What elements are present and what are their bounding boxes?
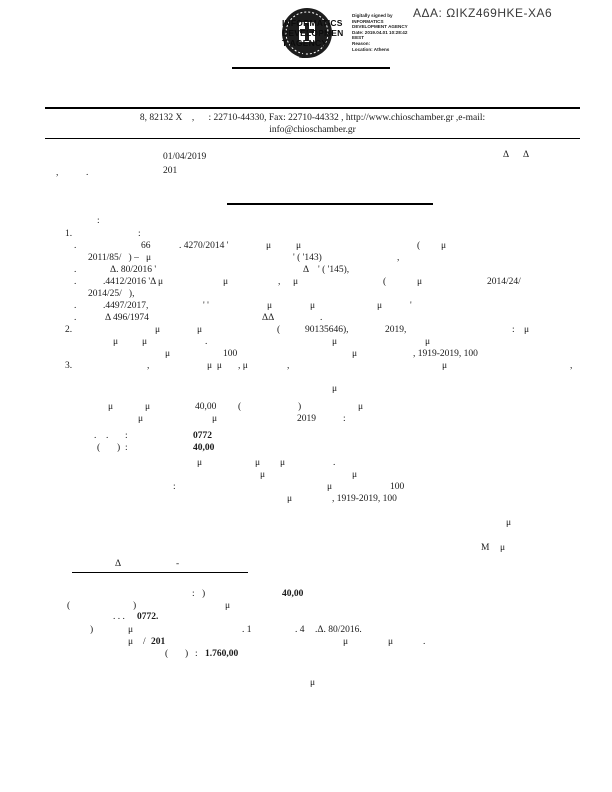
text-fragment: μ	[310, 301, 316, 311]
text-fragment: ,	[570, 361, 573, 371]
text-fragment: 2014/25/ ),	[88, 289, 135, 299]
text-fragment: .	[74, 313, 77, 323]
text-fragment: 40,00	[282, 589, 304, 599]
text-fragment: )	[117, 443, 121, 453]
text-fragment: ' '	[203, 301, 209, 311]
text-fragment: .	[94, 431, 97, 441]
text-fragment: (	[277, 325, 281, 335]
text-fragment: 40,00	[193, 443, 215, 453]
text-fragment: . 1	[242, 625, 252, 635]
text-fragment: μ	[425, 337, 431, 347]
text-fragment: , μ	[238, 361, 248, 371]
text-fragment: 100	[223, 349, 238, 359]
text-fragment: μ	[310, 678, 316, 688]
text-fragment: :	[192, 589, 195, 599]
text-fragment: .	[333, 458, 336, 468]
text-fragment: ,	[287, 361, 290, 371]
text-fragment: 1.760,00	[205, 649, 239, 659]
text-fragment: Δ	[523, 150, 530, 160]
sig-line: DEVELOPMENT AGENCY	[352, 24, 408, 30]
text-fragment: μ	[417, 277, 423, 287]
text-fragment: )	[202, 589, 206, 599]
text-fragment: ,	[147, 361, 150, 371]
text-fragment: :	[125, 443, 128, 453]
text-fragment: .	[423, 637, 426, 647]
text-fragment: 2.	[65, 325, 73, 335]
text-fragment: .	[320, 313, 323, 323]
text-fragment: :	[343, 414, 346, 424]
text-fragment: (	[67, 601, 71, 611]
text-fragment: .	[205, 337, 208, 347]
ada-code: ΑΔΑ: ΩΙΚΖ469ΗΚΕ-ΧΑ6	[413, 6, 553, 20]
text-fragment: .	[74, 301, 77, 311]
title-underline	[227, 203, 433, 205]
text-fragment: . 4	[295, 625, 305, 635]
text-fragment: :	[173, 482, 176, 492]
text-fragment: μ	[128, 625, 134, 635]
text-fragment: ,	[397, 253, 400, 263]
informatics-agency-overlay	[282, 18, 352, 48]
text-fragment: μ	[332, 337, 338, 347]
text-fragment: μ	[108, 402, 114, 412]
text-fragment: , 1919-2019, 100	[332, 494, 397, 504]
text-fragment: μ	[524, 325, 530, 335]
sig-line: Digitally signed by	[352, 13, 393, 18]
seal-delta-mark: Δ	[299, 49, 307, 61]
text-fragment: μ	[332, 384, 338, 394]
text-fragment: ' ( '145),	[318, 265, 350, 275]
section-underline	[72, 572, 248, 573]
text-fragment: ΔΔ	[262, 313, 275, 323]
text-fragment: Μ	[481, 543, 490, 553]
text-fragment: .4412/2016 'Δ μ	[103, 277, 164, 287]
text-fragment: 66	[141, 241, 151, 251]
contact-line1: 8, 82132 Χ , : 22710-44330, Fax: 22710-44332 , http://www.chioschamber.gr ,e-mail:	[139, 113, 486, 123]
text-fragment: .	[106, 431, 109, 441]
text-fragment: 1.	[65, 229, 73, 239]
text-fragment: 2011/85/ ) – μ	[88, 253, 152, 263]
text-fragment: μ	[225, 601, 231, 611]
text-fragment: ,	[56, 168, 59, 178]
text-fragment: μ	[506, 518, 512, 528]
text-fragment: μ	[267, 301, 273, 311]
sig-line: Date: 2019.04.01 10:28:42	[352, 29, 408, 35]
text-fragment: μ	[165, 349, 171, 359]
text-fragment: μ	[255, 458, 261, 468]
text-fragment: -	[176, 559, 180, 569]
text-fragment: μ	[358, 402, 364, 412]
text-fragment: :	[138, 229, 141, 239]
text-fragment: /	[143, 637, 146, 647]
text-fragment: Δ	[115, 559, 122, 569]
text-fragment: μ	[142, 337, 148, 347]
header-rule-bottom	[45, 138, 580, 139]
text-fragment: 2019,	[385, 325, 407, 335]
text-fragment: 100	[390, 482, 405, 492]
text-fragment: μ	[197, 458, 203, 468]
text-fragment: .	[86, 168, 89, 178]
overlay-line: T AGENCY	[282, 38, 328, 48]
text-fragment: (	[97, 443, 101, 453]
text-fragment: Δ. 80/2016 '	[110, 265, 157, 275]
text-fragment: μ	[296, 241, 302, 251]
text-fragment: :	[512, 325, 515, 335]
text-fragment: .	[74, 277, 77, 287]
text-fragment: μ	[442, 361, 448, 371]
text-fragment: 201	[151, 637, 166, 647]
text-fragment: μ	[113, 337, 119, 347]
text-fragment: 2014/24/	[487, 277, 521, 287]
text-fragment: (	[417, 241, 421, 251]
text-fragment: . 4270/2014 '	[179, 241, 229, 251]
text-fragment: .Δ. 80/2016.	[315, 625, 362, 635]
text-fragment: 201	[163, 166, 178, 176]
text-fragment: Δ 496/1974	[105, 313, 149, 323]
text-fragment: μ	[500, 543, 506, 553]
sig-line: INFORMATICS	[352, 18, 384, 24]
text-fragment: (	[238, 402, 242, 412]
text-fragment: 0772	[193, 431, 212, 441]
seal-underline	[232, 67, 390, 69]
text-fragment: )	[90, 625, 94, 635]
sig-line: Reason:	[352, 40, 371, 46]
text-fragment: :	[195, 649, 198, 659]
text-fragment: μ	[343, 637, 349, 647]
text-fragment: μ	[197, 325, 203, 335]
text-fragment: .4497/2017,	[103, 301, 149, 311]
text-fragment: μ	[280, 458, 286, 468]
header-rule-top	[45, 107, 580, 109]
contact-email: info@chioschamber.gr	[269, 125, 356, 135]
text-fragment: 01/04/2019	[163, 152, 207, 162]
text-fragment: μ	[260, 470, 266, 480]
text-fragment: .	[74, 265, 77, 275]
text-fragment: μ	[287, 494, 293, 504]
text-fragment: μ	[223, 277, 229, 287]
text-fragment: Δ	[303, 265, 310, 275]
text-fragment: 0772.	[137, 612, 159, 622]
text-fragment: :	[97, 216, 100, 226]
text-fragment: '	[410, 301, 412, 311]
text-fragment: μ	[352, 349, 358, 359]
overlay-line: DEVELOPMEN	[282, 28, 344, 38]
text-fragment: μ	[293, 277, 299, 287]
text-fragment: 3.	[65, 361, 73, 371]
text-fragment: )	[133, 601, 137, 611]
text-fragment: 2019	[297, 414, 316, 424]
text-fragment: μ	[352, 470, 358, 480]
text-fragment: 90135646),	[305, 325, 349, 335]
sig-line: EEST	[352, 35, 364, 41]
text-fragment: μ	[128, 637, 134, 647]
text-fragment: μ	[155, 325, 161, 335]
text-fragment: :	[125, 431, 128, 441]
text-fragment: . . .	[113, 612, 125, 622]
text-fragment: )	[185, 649, 189, 659]
text-fragment: Δ	[503, 150, 510, 160]
text-fragment: ,	[278, 277, 281, 287]
text-fragment: μ	[138, 414, 144, 424]
text-fragment: )	[298, 402, 302, 412]
text-fragment: μ	[145, 402, 151, 412]
text-fragment: μ	[266, 241, 272, 251]
text-fragment: μ	[377, 301, 383, 311]
text-fragment: , 1919-2019, 100	[413, 349, 478, 359]
text-fragment: (	[383, 277, 387, 287]
text-fragment: ' ( '143)	[293, 253, 322, 263]
text-fragment: 40,00	[195, 402, 217, 412]
text-fragment: (	[165, 649, 169, 659]
text-fragment: μ μ	[207, 361, 222, 371]
text-fragment: μ	[212, 414, 218, 424]
text-fragment: μ	[327, 482, 333, 492]
overlay-line: INFORMATICS	[282, 18, 343, 28]
letterhead-contact	[45, 112, 580, 136]
text-fragment: μ	[388, 637, 394, 647]
text-fragment: .	[74, 241, 77, 251]
sig-line: Location: Athens	[352, 46, 390, 52]
text-fragment: μ	[441, 241, 447, 251]
